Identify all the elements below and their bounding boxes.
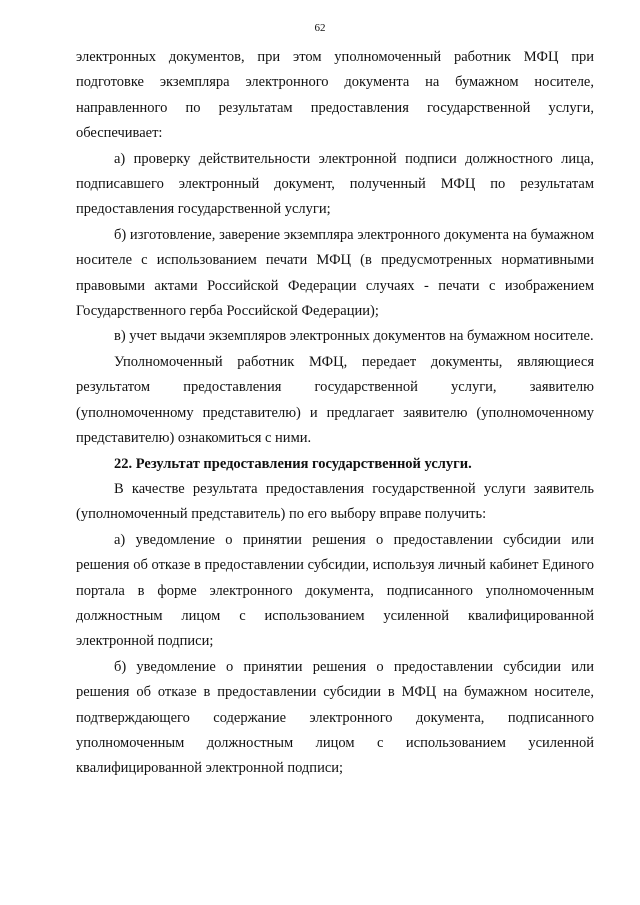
paragraph-result-item-a: а) уведомление о принятии решения о предоставлении субсидии или решения об отказе в предоставлении субсидии, используя личный кабинет Единого портала в форме электронного документа, подписанного уполномоченным должностным лицом с использованием усиленной квалифицированной электронной подписи; [76,531,594,650]
page-number: 62 [314,22,326,34]
paragraph-transfer-documents: Уполномоченный работник МФЦ, передает документы, являющиеся результатом предоставления государственной услуги, заявителю (уполномоченному представителю) и предлагает заявителю (уполномоченному представителю) ознакомиться с ними. [76,353,594,447]
paragraph-result-intro: В качестве результата предоставления государственной услуги заявитель (уполномоченный представитель) по его выбору вправе получить: [76,480,594,523]
paragraph-item-a-signature-check: а) проверку действительности электронной подписи должностного лица, подписавшего электронный документ, полученный МФЦ по результатам предоставления государственной услуги; [76,150,594,218]
document-body [76,45,594,782]
paragraph-result-item-b: б) уведомление о принятии решения о предоставлении субсидии или решения об отказе в предоставлении субсидии в МФЦ на бумажном носителе, подтверждающего содержание электронного документа, подписанного уполномоченным должностным лицом с использованием усиленной квалифицированной электронной подписи; [76,658,594,777]
paragraph-item-b-paper-copy: б) изготовление, заверение экземпляра электронного документа на бумажном носителе с использованием печати МФЦ (в предусмотренных нормативными правовыми актами Российской Федерации случаях - печати с изображением Государственного герба Российской Федерации); [76,226,594,320]
paragraph-item-c-issue-record: в) учет выдачи экземпляров электронных документов на бумажном носителе. [114,328,594,345]
paragraph-continuation: электронных документов, при этом уполномоченный работник МФЦ при подготовке экземпляра электронного документа на бумажном носителе, направленного по результатам предоставления государственной услуги, обеспечивает: [76,49,594,142]
section-heading-22: 22. Результат предоставления государственной услуги. [114,455,472,472]
